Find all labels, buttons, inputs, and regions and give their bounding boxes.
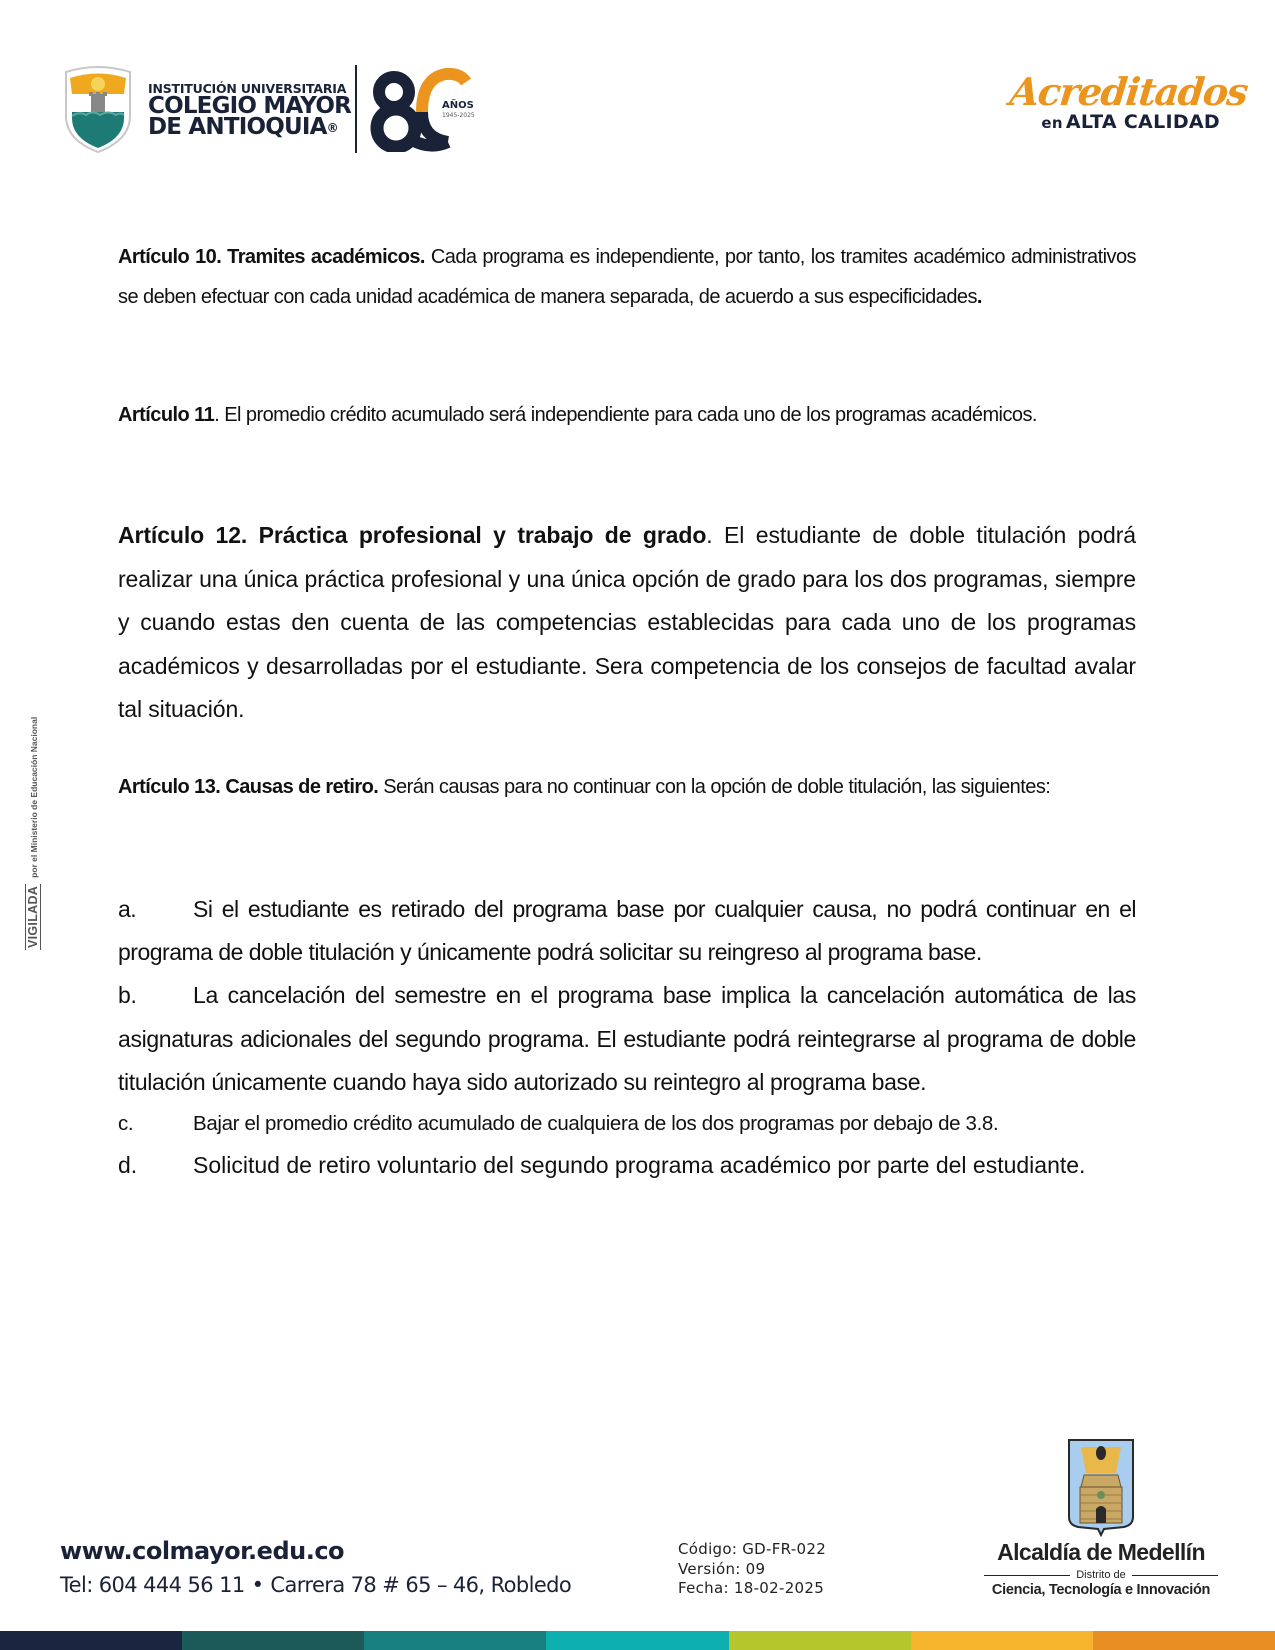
list-marker: b. [118,982,137,1009]
anniversary-80-logo [370,68,490,152]
institution-shield-icon [60,64,136,154]
color-segment [911,1631,1093,1650]
list-item-text: La cancelación del semestre en el programa base implica la cancelación automática de las asignaturas adicionales del segundo programa. El estudiante podrá reintegrarse al programa de doble titulación únicamente cuando haya sido autorizado su reintegro al programa base. [118,982,1136,1095]
accreditation-logo [1007,69,1250,133]
color-segment [546,1631,728,1650]
article-trailing: . [976,285,982,308]
rule-left [984,1575,1070,1576]
institution-line2: COLEGIO MAYOR [148,93,351,119]
registered-mark: ® [326,121,338,135]
list-item [118,1144,1136,1187]
institution-line3 [148,114,351,140]
accreditation-script: Acreditados [1007,69,1250,114]
list-marker: c. [118,1112,134,1136]
article-heading: Artículo 10. Tramites académicos. [118,246,425,268]
doc-version: Versión: 09 [678,1559,766,1578]
color-segment [364,1631,546,1650]
accreditation-main: ALTA CALIDAD [1065,111,1220,133]
vigilada-side-label [24,717,42,950]
doc-code: Código: GD-FR-022 [678,1540,827,1558]
ministry-text: por el Ministerio de Educación Nacional [29,716,39,878]
document-control-info [678,1540,826,1599]
list-item-text: Bajar el promedio crédito acumulado de cualquiera de los dos programas por debajo de 3.8. [193,1112,999,1136]
accreditation-subtitle [1010,112,1220,133]
article-12 [118,514,1136,732]
alcaldia-district [984,1569,1218,1581]
color-segment [1093,1631,1275,1650]
footer-contact [60,1573,571,1597]
list-item [118,888,1136,974]
color-segment [729,1631,911,1650]
list-marker: a. [118,896,137,922]
article-10 [118,238,1136,317]
list-marker: d. [118,1152,138,1179]
list-item-text: Si el estudiante es retirado del programa base por cualquier causa, no podrá continuar en el programa de doble titulación y únicamente podrá solicitar su reingreso al programa base. [118,896,1136,966]
article-text: . El estudiante de doble titulación podrá realizar una única práctica profesional y una única opción de grado para los dos programas, siempre y cuando estas den cuenta de las competencias establecidas para cada uno de los programas académicos y desarrolladas por el estudiante. Sera competencia de los consejos de facultad avalar tal situación. [118,522,1136,722]
alcaldia-title: Alcaldía de Medellín [997,1539,1205,1565]
medellin-crest-icon [1066,1437,1136,1537]
doc-date: Fecha: 18-02-2025 [678,1579,825,1597]
accreditation-prefix: en [1041,114,1063,132]
causes-list [118,888,1136,1187]
alcaldia-subtitle: Ciencia, Tecnología e Innovación [991,1582,1211,1598]
alcaldia-district-text: Distrito de [1076,1569,1126,1581]
article-heading: Artículo 11 [118,404,215,426]
rule-right [1132,1575,1218,1576]
header-divider [355,65,357,153]
institution-name [148,82,351,139]
vigilada-text: VIGILADA [26,885,40,948]
anniversary-label: AÑOS [442,100,474,111]
list-item [118,974,1136,1104]
article-13 [118,768,1136,808]
footer-address: Carrera 78 # 65 – 46, Robledo [270,1573,572,1597]
article-text: Serán causas para no continuar con la opción de doble titulación, las siguientes: [378,776,1051,798]
footer-separator: • [251,1573,264,1597]
footer-website-link[interactable]: www.colmayor.edu.co [60,1537,345,1565]
article-heading: Artículo 12. Práctica profesional y trabajo de grado [118,522,707,548]
article-text: . El promedio crédito acumulado será independiente para cada uno de los programas académicos. [214,404,1037,426]
article-heading: Artículo 13. Causas de retiro. [118,776,379,798]
color-segment [0,1631,182,1650]
institution-line1: INSTITUCIÓN UNIVERSITARIA [148,81,347,96]
article-11 [118,396,1136,436]
anniversary-years: 1945-2025 [442,112,475,119]
list-item-text: Solicitud de retiro voluntario del segundo programa académico por parte del estudiante. [193,1152,1086,1179]
footer-phone: Tel: 604 444 56 11 [60,1573,245,1597]
color-segment [182,1631,364,1650]
footer-color-bar [0,1631,1275,1650]
article-text: Cada programa es independiente, por tanto, los tramites académico administrativos se deben efectuar con cada unidad académica de manera separada, de acuerdo a sus especificidades [118,246,1137,308]
institution-line3-text: DE ANTIOQUIA [148,114,327,140]
list-item [118,1104,1136,1144]
